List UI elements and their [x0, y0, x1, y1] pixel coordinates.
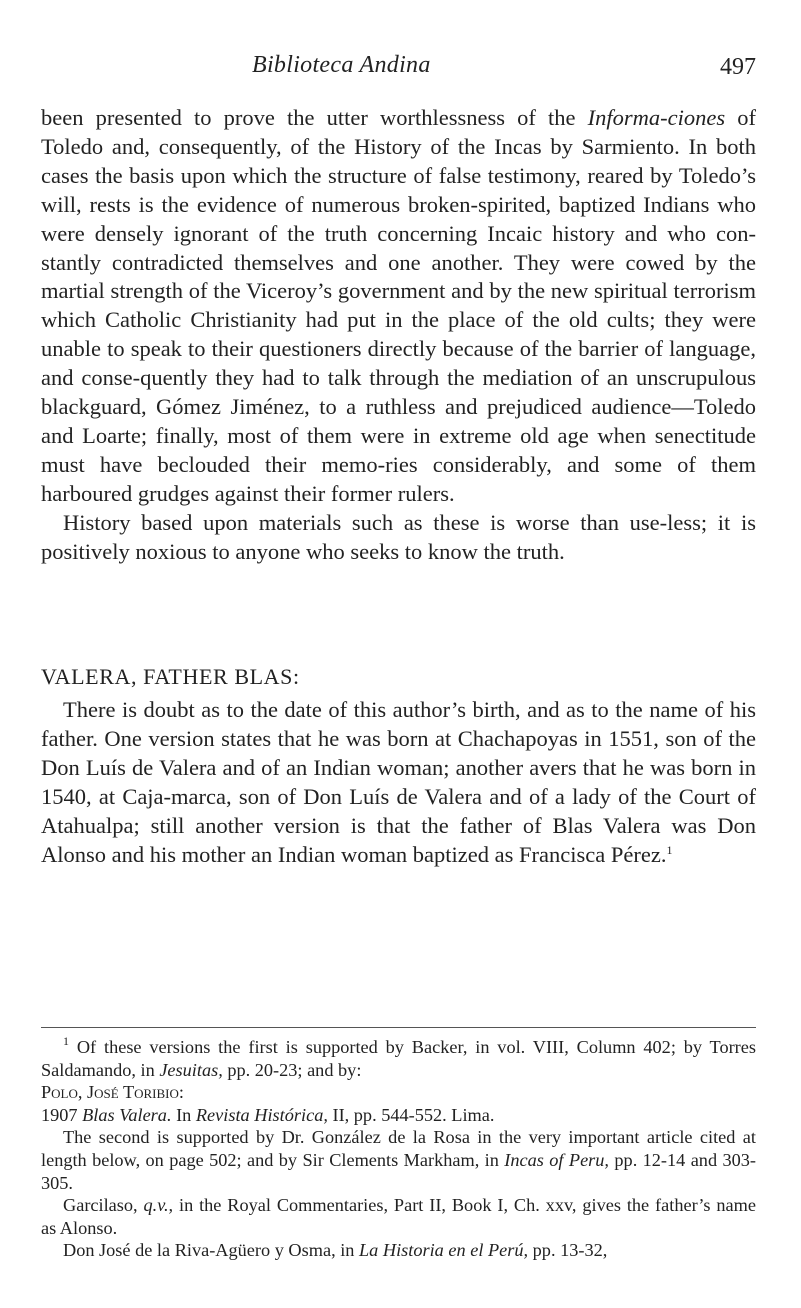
footnote-1	[41, 1036, 756, 1081]
publication-year: 1907	[41, 1104, 83, 1125]
paragraph-text: of Toledo and, consequently, of the History of the Incas by Sarmiento. In both cases the basis upon which the structure of false testimony, reared by Toledo’s will, rests is the evidence of numerous broken-spirited, baptized Indians who were densely ignorant of the truth concerning Incaic history and who con-stantly contradicted themselves and one another. They were cowed by the martial strength of the Viceroy’s government and by the new spiritual terrorism which Catholic Christianity had put in the place of the old cults; they were unable to speak to their questioners directly because of the barrier of language, and conse-quently they had to talk through the mediation of an unscrupulous blackguard, Gómez Jiménez, to a ruthless and prejudiced audience—Toledo and Loarte; finally, most of them were in extreme old age when senectitude must have beclouded their memo-ries considerably, and some of them harboured grudges against their former rulers.	[41, 105, 756, 506]
paragraph-text: There is doubt as to the date of this author’s birth, and as to the name of his father. One version states that he was born at Chachapoyas in 1551, son of the Don Luís de Valera and of an Indian woman; another avers that he was born in 1540, at Caja-marca, son of Don Luís de Valera and of a lady of the Court of Atahualpa; still another version is that the father of Blas Valera was Don Alonso and his mother an Indian woman baptized as Francisca Pérez.	[41, 697, 756, 867]
running-title: Biblioteca Andina	[252, 52, 431, 78]
italic-title: La Historia en el Perú,	[359, 1240, 529, 1261]
paragraph-valera	[41, 696, 756, 869]
footnote-text: Don José de la Riva-Agüero y Osma, in	[63, 1240, 359, 1261]
footnotes	[41, 1036, 756, 1262]
italic-title: Incas of Peru,	[504, 1149, 610, 1170]
footnote-text: pp. 20-23; and by:	[222, 1059, 362, 1080]
footnote-reference: 1	[666, 842, 673, 857]
italic-abbreviation: q.v.,	[143, 1195, 174, 1216]
italic-title: Blas Valera.	[82, 1104, 172, 1125]
bibliography-entry	[41, 1081, 756, 1104]
footnote-text: The second is supported by Dr. González de la Rosa in the very important article cited at length below, on page 502; and by Sir Clements Markham, in	[41, 1127, 756, 1170]
main-text	[41, 104, 756, 567]
footnote-paragraph	[41, 1126, 756, 1194]
bibliography-detail	[41, 1104, 756, 1127]
footnote-text: II, pp. 544-552. Lima.	[327, 1104, 495, 1125]
footnote-text: pp. 12-14 and 303-305.	[41, 1149, 756, 1193]
paragraph-informaciones	[41, 104, 756, 509]
footnote-text: Of these versions the first is supported by Backer, in vol. VIII, Column 402; by Torres Saldamando, in	[41, 1037, 756, 1080]
page-number: 497	[720, 54, 756, 80]
section-heading: VALERA, FATHER BLAS:	[41, 664, 300, 689]
italic-title: Informa-ciones	[587, 105, 726, 130]
paragraph-history: History based upon materials such as these is worse than use-less; it is positively noxious to anyone who seeks to know the truth.	[41, 509, 756, 564]
author-name: Polo, José Toribio:	[41, 1082, 184, 1103]
paragraph-text: been presented to prove the utter worthlessness of the	[41, 105, 588, 130]
footnote-paragraph	[41, 1194, 756, 1239]
footnote-divider	[41, 1027, 756, 1028]
italic-journal: Revista Histórica,	[195, 1104, 328, 1125]
footnote-text: pp. 13-32,	[528, 1240, 608, 1261]
running-head	[0, 52, 801, 82]
footnote-text: Garcilaso,	[63, 1195, 144, 1216]
footnote-marker: 1	[63, 1034, 69, 1048]
valera-text	[41, 696, 756, 869]
footnote-text: in the Royal Commentaries, Part II, Book I, Ch. xxv, gives the father’s name as Alonso.	[41, 1195, 757, 1238]
footnote-text: In	[171, 1104, 196, 1125]
footnote-paragraph	[41, 1239, 756, 1262]
italic-title: Jesuitas,	[159, 1059, 223, 1080]
